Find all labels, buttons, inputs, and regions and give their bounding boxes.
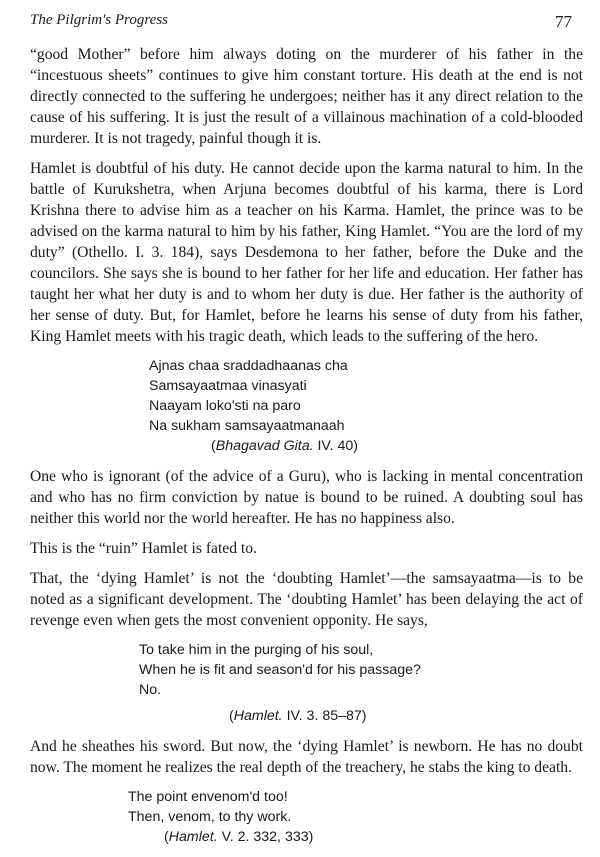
citation-open: ( xyxy=(229,708,234,724)
verse-line: When he is fit and season'd for his passage? xyxy=(139,662,421,678)
paragraph-5: That, the ‘dying Hamlet’ is not the ‘doubting Hamlet’—the samsayaatma—is to be noted as a significant development. The ‘doubting Hamlet’ has been delaying the act of revenge even when gets the most convenient opponity. He says, xyxy=(30,570,583,629)
citation-open: ( xyxy=(211,438,216,454)
paragraph-3: One who is ignorant (of the advice of a Guru), who is lacking in mental concentration and who has no firm conviction by natue is bound to be ruined. A doubting soul has neither this world nor the world hereafter. He has no happiness also. xyxy=(30,468,583,527)
paragraph-6: And he sheathes his sword. But now, the ‘dying Hamlet’ is newborn. He has no doubt now. The moment he realizes the real depth of the treachery, he stabs the king to death. xyxy=(30,738,583,776)
paragraph-1: “good Mother” before him always doting on the murderer of his father in the “incestuous sheets” continues to give him constant torture. His death at the end is not directly connected to the suffering he undergoes; neither has it any direct relation to the cause of his suffering. It is just the result of a villainous machination of a cold-blooded murderer. It is not tragedy, painful though it is. xyxy=(30,46,583,147)
citation-ref: IV. 40) xyxy=(313,438,358,454)
body-text xyxy=(30,44,583,857)
verse-line: The point envenom'd too! xyxy=(128,789,288,805)
verse-quote-hamlet-1 xyxy=(30,640,583,726)
citation-open: ( xyxy=(164,829,169,845)
verse-quote-gita xyxy=(30,356,583,456)
verse-line: To take him in the purging of his soul, xyxy=(139,642,374,658)
verse-citation xyxy=(149,436,583,456)
verse-line: Ajnas chaa sraddadhaanas cha xyxy=(149,358,348,374)
verse-quote-hamlet-2 xyxy=(30,787,583,847)
running-head-title: The Pilgrim's Progress xyxy=(30,12,168,28)
citation-ref: IV. 3. 85–87) xyxy=(282,708,367,724)
verse-citation xyxy=(139,706,583,726)
paragraph-4: This is the “ruin” Hamlet is fated to. xyxy=(30,540,257,557)
citation-work: Hamlet. xyxy=(233,708,283,724)
verse-line: Samsayaatmaa vinasyati xyxy=(149,378,307,394)
citation-work: Bhagavad Gita. xyxy=(215,438,314,454)
verse-line: Then, venom, to thy work. xyxy=(128,809,292,825)
page-number: 77 xyxy=(555,12,572,31)
citation-work: Hamlet. xyxy=(168,829,218,845)
verse-line: Naayam loko'sti na paro xyxy=(149,398,301,414)
citation-ref: V. 2. 332, 333) xyxy=(217,829,314,845)
paragraph-2: Hamlet is doubtful of his duty. He cannot decide upon the karma natural to him. In the battle of Kurukshetra, when Arjuna becomes doubtful of his karma, there is Lord Krishna there to advise him as a teacher on his Karma. Hamlet, the prince was to be advised on the karma natural to him by his father, King Hamlet. “You are the lord of my duty” (Othello. I. 3. 184), says Desdemona to her father, before the Duke and the councilors. She says she is bound to her father for her life and education. Her father has taught her what her duty is and to whom her duty is due. Her father is the authority of her sense of duty. But, for Hamlet, before he learns his sense of duty from his father, King Hamlet meets with his tragic death, which leads to the suffering of the hero. xyxy=(30,160,583,345)
verse-line: Na sukham samsayaatmanaah xyxy=(149,418,345,434)
verse-citation xyxy=(128,827,583,847)
verse-line: No. xyxy=(139,682,162,698)
